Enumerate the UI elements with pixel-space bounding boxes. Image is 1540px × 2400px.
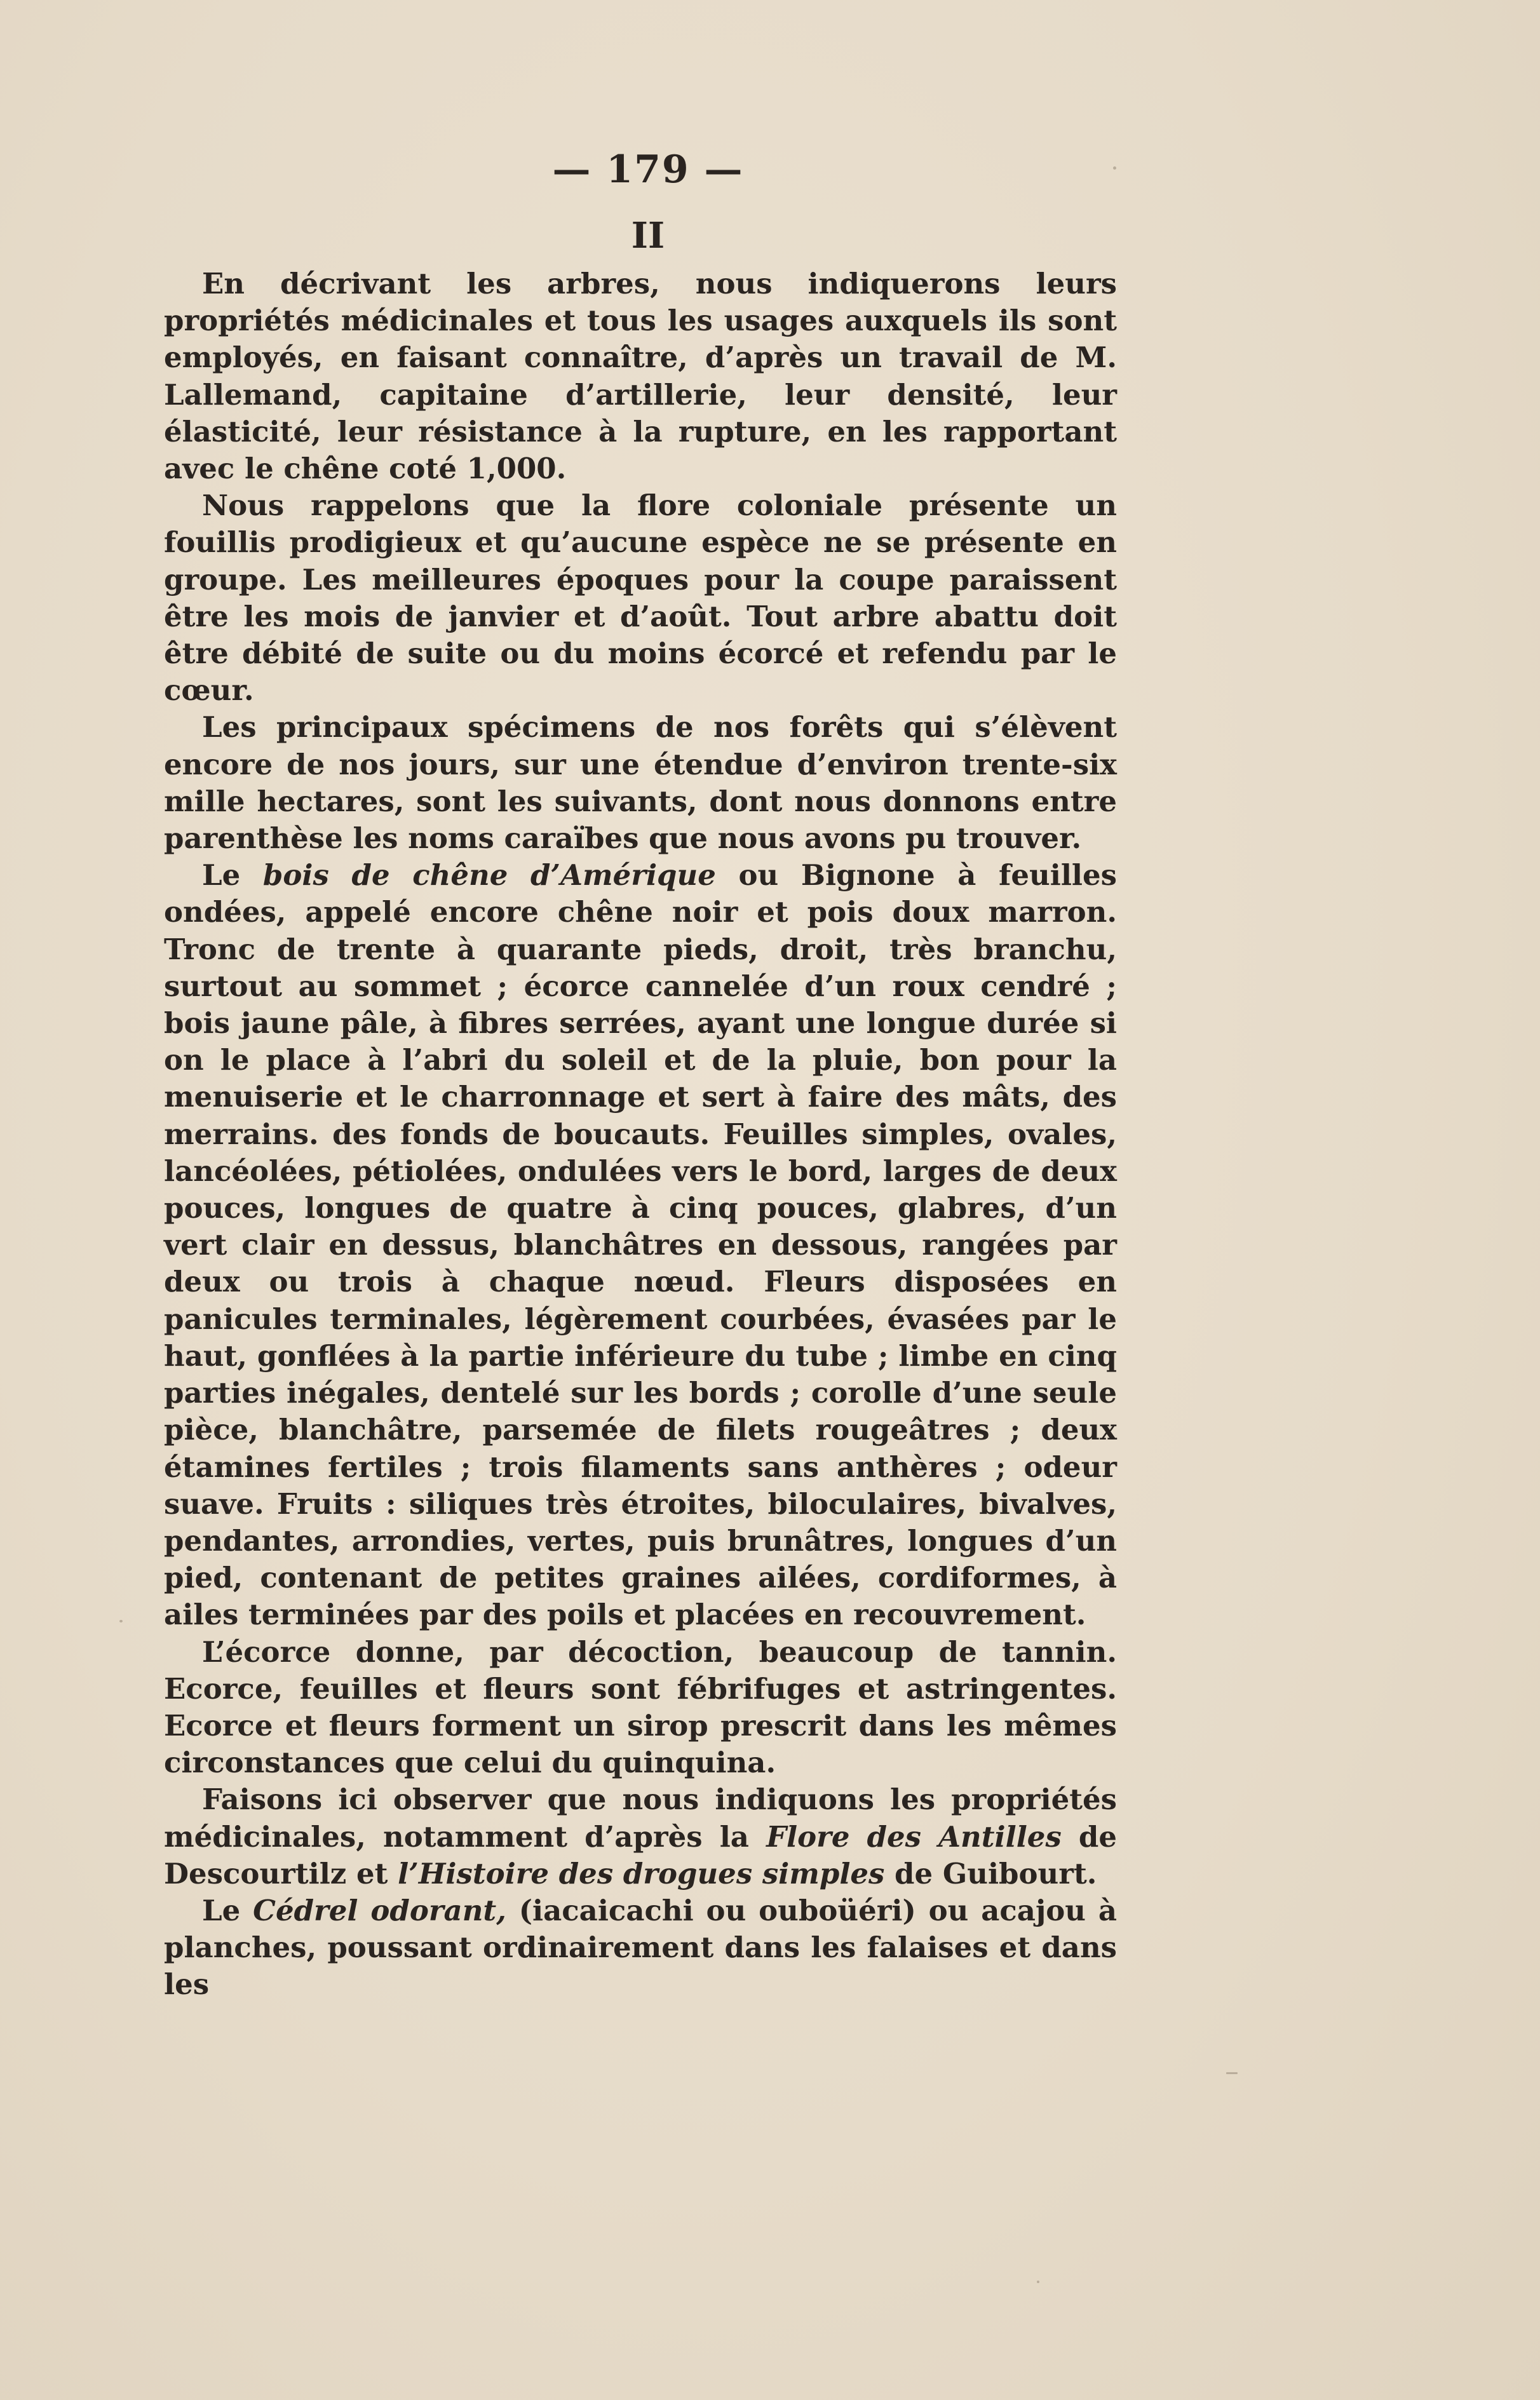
paragraph: Les principaux spécimens de nos forêts qui s’élèvent encore de nos jours, sur une étendue d’environ trente-six mille hectares, sont les suivants, dont nous donnons entre parenthèse les noms caraïbes que nous avons pu trouver.	[164, 710, 1117, 856]
paper-speck	[1037, 2281, 1039, 2283]
paragraph: Nous rappelons que la flore coloniale présente un fouillis prodigieux et qu’aucune espèce ne se présente en groupe. Les meilleures époques pour la coupe paraissent être les mois de janvier et d’août. Tout arbre abattu doit être débité de suite ou du moins écorcé et refendu par le cœur.	[164, 489, 1117, 708]
page-number: — 179 —	[552, 147, 744, 192]
italic-title: Flore des Antilles	[766, 1819, 1062, 1854]
paragraph: En décrivant les arbres, nous indiquerons leurs propriétés médicinales et tous les usages auxquels ils sont employés, en faisant connaître, d’après un travail de M. Lallemand, capitaine d’artillerie, leur densité, leur élasticité, leur résistance à la rupture, en les rapportant avec le chêne coté 1,000.	[164, 267, 1117, 486]
paper-speck	[1226, 2072, 1238, 2074]
paragraph: Faisons ici observer que nous indiquons les propriétés médicinales, notamment d’après la Flore des Antilles de Descourtilz et l’Histoire des drogues simples de Guibourt.	[164, 1783, 1117, 1891]
paragraph: Le bois de chêne d’Amérique ou Bignone à feuilles ondées, appelé encore chêne noir et pois doux marron. Tronc de trente à quarante pieds, droit, très branchu, surtout au sommet ; écorce cannelée d’un roux cendré ; bois jaune pâle, à fibres serrées, ayant une longue durée si on le place à l’abri du soleil et de la pluie, bon pour la menuiserie et le charronnage et sert à faire des mâts, des merrains. des fonds de boucauts. Feuilles simples, ovales, lancéolées, pétiolées, ondulées vers le bord, larges de deux pouces, longues de quatre à cinq pouces, glabres, d’un vert clair en dessus, blanchâtres en dessous, rangées par deux ou trois à chaque nœud. Fleurs disposées en panicules terminales, légèrement courbées, évasées par le haut, gonflées à la partie inférieure du tube ; limbe en cinq parties inégales, dentelé sur les bords ; corolle d’une seule pièce, blanchâtre, parsemée de filets rougeâtres ; deux étamines fertiles ; trois filaments sans anthères ; odeur suave. Fruits : siliques très étroites, biloculaires, bivalves, pendantes, arrondies, vertes, puis brunâtres, longues d’un pied, contenant de petites graines ailées, cordiformes, à ailes terminées par des poils et placées en recouvrement.	[164, 858, 1117, 1632]
paragraph: Le Cédrel odorant, (iacaicachi ou ouboüéri) ou acajou à planches, poussant ordinairement dans les falaises et dans les	[164, 1893, 1117, 2002]
italic-term: bois de chêne d’Amérique	[262, 858, 716, 893]
paper-speck	[1113, 166, 1116, 170]
body-text	[164, 266, 1117, 2004]
paper-speck	[119, 1620, 123, 1622]
italic-title: l’Histoire des drogues simples	[398, 1856, 885, 1891]
section-number: II	[631, 215, 665, 257]
paragraph: L’écorce donne, par décoction, beaucoup de tannin. Ecorce, feuilles et fleurs sont fébrifuges et astringentes. Ecorce et fleurs forment un sirop prescrit dans les mêmes circonstances que celui du quinquina.	[164, 1635, 1117, 1780]
italic-term: Cédrel odorant,	[253, 1893, 506, 1927]
